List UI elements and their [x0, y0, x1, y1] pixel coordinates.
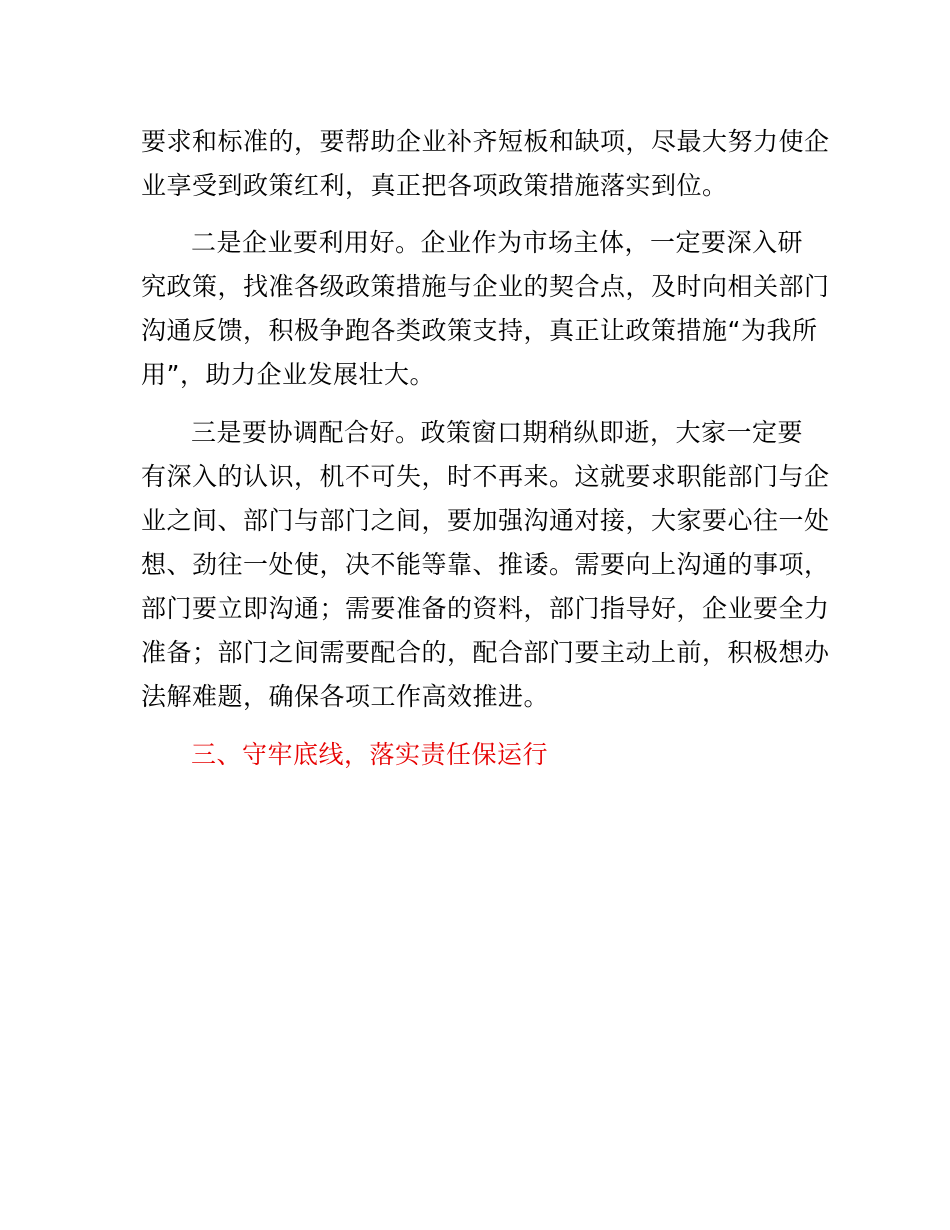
paragraph-line: 二是企业要利用好。企业作为市场主体，一定要深入研	[191, 228, 804, 257]
paragraph-line: 究政策，找准各级政策措施与企业的契合点，及时向相关部门	[141, 272, 830, 301]
section-heading: 三、守牢底线，落实责任保运行	[191, 740, 549, 769]
paragraph-line: 准备；部门之间需要配合的，配合部门要主动上前，积极想办	[141, 638, 830, 667]
paragraph-line: 业享受到政策红利，真正把各项政策措施落实到位。	[141, 171, 728, 200]
paragraph-line: 用”，助力企业发展壮大。	[141, 360, 435, 389]
paragraph-line: 法解难题，确保各项工作高效推进。	[141, 682, 550, 711]
paragraph-line: 要求和标准的，要帮助企业补齐短板和缺项，尽最大努力使企	[141, 127, 830, 156]
paragraph-line: 部门要立即沟通；需要准备的资料，部门指导好，企业要全力	[141, 594, 830, 623]
paragraph-line: 三是要协调配合好。政策窗口期稍纵即逝，大家一定要	[191, 418, 804, 447]
paragraph-line: 业之间、部门与部门之间，要加强沟通对接，大家要心往一处	[141, 506, 830, 535]
paragraph-line: 有深入的认识，机不可失，时不再来。这就要求职能部门与企	[141, 462, 830, 491]
paragraph-line: 沟通反馈，积极争跑各类政策支持，真正让政策措施“为我所	[141, 316, 818, 345]
paragraph-line: 想、劲往一处使，决不能等靠、推诿。需要向上沟通的事项，	[141, 550, 830, 579]
